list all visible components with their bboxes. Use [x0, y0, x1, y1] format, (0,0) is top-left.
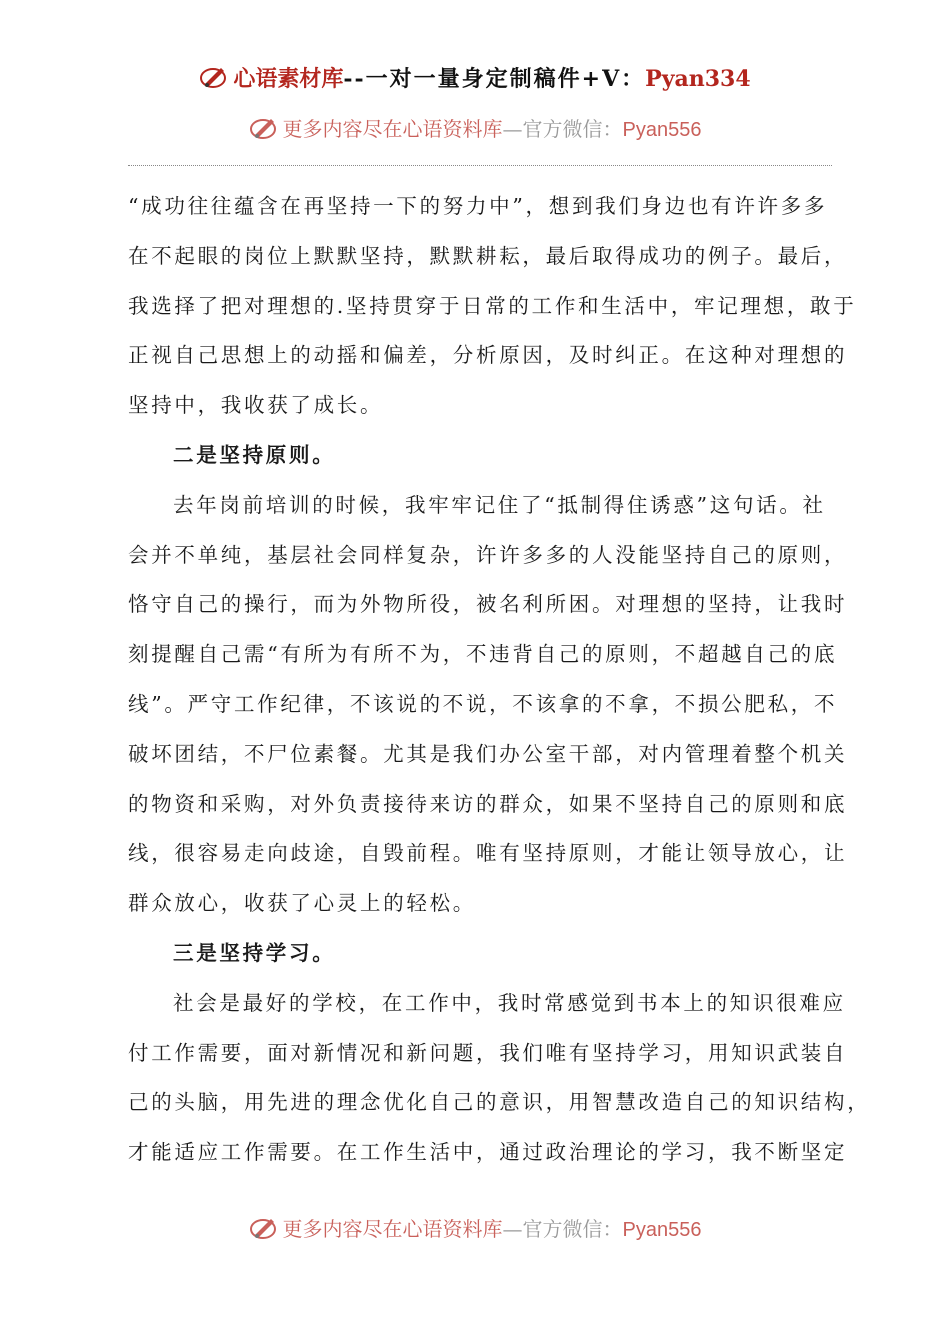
header-watermark [0, 113, 950, 146]
brand-separator: -- [343, 66, 366, 92]
brand-name: 心语素材库 [233, 66, 344, 92]
footer-code: Pyan556 [622, 1219, 702, 1241]
section-heading: 三是坚持学习。 [173, 940, 336, 965]
contact-code: Pyan334 [645, 66, 751, 92]
footer-text: 更多内容尽在心语资料库 [282, 1217, 503, 1241]
watermark-code: Pyan556 [622, 119, 702, 141]
body-line: 破坏团结，不尸位素餐。尤其是我们办公室干部，对内管理着整个机关 [128, 741, 848, 766]
body-line: “成功往往蕴含在再坚持一下的努力中”，想到我们身边也有许许多多 [128, 194, 828, 218]
pen-logo-icon [249, 115, 279, 146]
tagline: 一对一量身定制稿件 [365, 66, 582, 92]
document-body [128, 182, 871, 1178]
section-heading: 二是坚持原则。 [173, 442, 336, 467]
body-line: 线，很容易走向歧途，自毁前程。唯有坚持原则，才能让领导放心，让 [128, 841, 848, 866]
body-line: 刻提醒自己需“有所为有所不为，不违背自己的原则，不超越自己的底 [128, 642, 838, 667]
header-divider [128, 165, 832, 166]
body-line: 群众放心，收获了心灵上的轻松。 [128, 891, 476, 916]
watermark-text: 更多内容尽在心语资料库 [282, 117, 503, 141]
body-line: 才能适应工作需要。在工作生活中，通过政治理论的学习，我不断坚定 [128, 1140, 848, 1165]
pen-logo-icon [249, 1215, 279, 1246]
body-line: 在不起眼的岗位上默默坚持，默默耕耘，最后取得成功的例子。最后， [128, 243, 848, 268]
body-line: 会并不单纯，基层社会同样复杂，许许多多的人没能坚持自己的原则， [128, 542, 848, 567]
body-line: 去年岗前培训的时候，我牢牢记住了“抵制得住诱惑”这句话。社 [173, 492, 826, 517]
body-line: 付工作需要，面对新情况和新问题，我们唯有坚持学习，用知识武装自 [128, 1040, 848, 1065]
body-line: 社会是最好的学校，在工作中，我时常感觉到书本上的知识很难应 [173, 990, 846, 1015]
footer-watermark [0, 1213, 950, 1246]
watermark-label: 官方微信： [522, 117, 623, 141]
footer-label: 官方微信： [522, 1217, 623, 1241]
body-line: 正视自己思想上的动摇和偏差，分析原因，及时纠正。在这种对理想的 [128, 343, 848, 368]
header-brand-line [0, 62, 950, 96]
body-line: 线”。严守工作纪律，不该说的不说，不该拿的不拿，不损公肥私，不 [128, 691, 838, 716]
footer-dash: — [502, 1217, 523, 1241]
body-line: 恪守自己的操行，而为外物所役，被名利所困。对理想的坚持，让我时 [128, 592, 848, 617]
body-line: 己的头脑，用先进的理念优化自己的意识，用智慧改造自己的知识结构， [128, 1090, 871, 1115]
watermark-dash: — [502, 117, 523, 141]
contact-prefix: +V： [581, 66, 646, 92]
body-line: 的物资和采购，对外负责接待来访的群众，如果不坚持自己的原则和底 [128, 791, 848, 816]
body-line: 我选择了把对理想的.坚持贯穿于日常的工作和生活中，牢记理想，敢于 [128, 293, 857, 318]
body-line: 坚持中，我收获了成长。 [128, 393, 384, 418]
pen-logo-icon [199, 64, 229, 96]
